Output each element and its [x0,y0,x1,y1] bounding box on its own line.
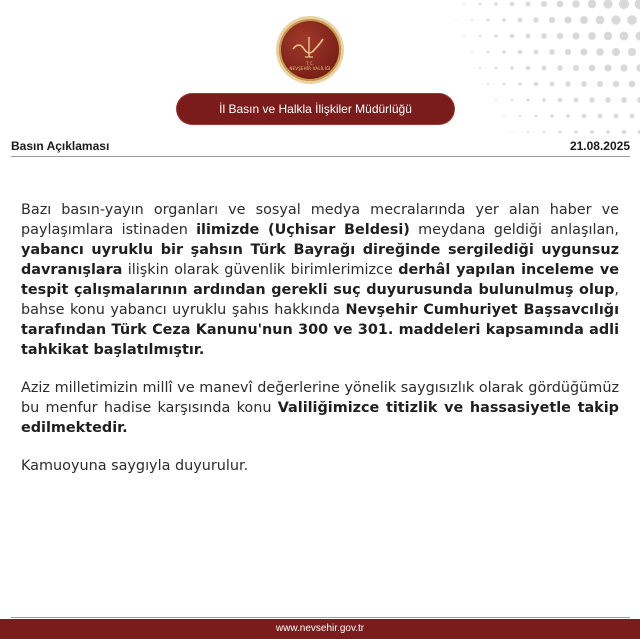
decorative-dot [494,34,497,37]
valilik-logo [279,19,341,81]
decorative-dot [535,115,538,118]
bold-text-run: ilimizde (Uçhisar Beldesi) [196,222,410,238]
decorative-dot [550,114,553,117]
decorative-dot [511,131,512,132]
text-run: Kamuoyuna saygıyla duyurulur. [21,458,249,474]
decorative-dot [629,81,636,88]
decorative-dot [534,50,539,55]
decorative-dot [574,130,577,133]
decorative-dot [619,0,629,9]
decorative-dot-pattern [440,0,640,140]
decorative-dot [526,34,531,39]
decorative-dot [471,51,473,53]
decorative-dot [611,15,620,24]
decorative-dot [565,81,570,86]
decorative-dot [487,51,490,54]
body-paragraph-3 [21,456,619,476]
decorative-dot [487,83,489,85]
decorative-dot [510,66,513,69]
decorative-dot [502,18,506,22]
decorative-dot [596,16,605,25]
decorative-dot [558,98,562,102]
decorative-dot [550,82,555,87]
decorative-dot [549,17,555,23]
decorative-dot [636,64,640,71]
department-title: İl Basın ve Halkla İlişkiler Müdürlüğü [177,94,454,124]
text-run: , bahse konu yabancı uyruklu şahıs hakkında [21,282,619,318]
decorative-dot [503,115,505,117]
decorative-dot [588,32,596,40]
decorative-dot [495,99,497,101]
logo-emblem-icon [279,19,341,81]
decorative-dot [557,33,563,39]
decorative-dot [559,131,562,134]
footer-bar [0,619,640,639]
decorative-dot [455,19,456,20]
decorative-dot [519,115,521,117]
decorative-dot [613,81,619,87]
decorative-dot [527,131,529,133]
decorative-dot [581,49,588,56]
decorative-dot [597,81,603,87]
decorative-dot [564,16,571,23]
document-date: 21.08.2025 [569,139,630,153]
decorative-dot [628,48,636,56]
bold-text-run: derhâl yapılan inceleme ve tespit çalışmalarının ardından gerekli suç duyurusunda bulunulmuş olup [21,262,619,298]
decorative-dot [589,97,594,102]
decorative-dot [518,50,522,54]
decorative-dot [603,0,612,9]
decorative-dot [487,19,490,22]
bold-text-run: Valiliğimizce titizlik ve hassasiyetle takip edilmektedir. [21,400,619,436]
decorative-dot [581,81,587,87]
decorative-dot [495,67,498,70]
decorative-dot [612,48,620,56]
header-divider [11,156,630,157]
decorative-dot [518,82,521,85]
decorative-dot [588,0,596,8]
logo-text-line2: NEVŞEHİR VALİLİĞİ [289,66,331,71]
decorative-dot [557,1,564,8]
decorative-dot [635,0,640,9]
decorative-dot [574,98,579,103]
decorative-dot [511,99,513,101]
bold-text-run: yabancı uyruklu bir şahsın Türk Bayrağı direğinde sergilediği uygunsuz davranışlara [21,242,619,278]
decorative-dot [566,114,570,118]
decorative-dot [543,131,545,133]
decorative-dot [630,114,635,119]
decorative-dot [479,67,481,69]
decorative-dot [502,50,505,53]
decorative-dot [627,15,637,25]
decorative-dot [580,16,588,24]
decorative-dot [557,65,562,70]
decorative-dot [549,49,555,55]
decorative-dot [494,2,497,5]
decorative-dot [542,66,547,71]
decorative-dot [503,83,506,86]
press-release-body [21,200,619,476]
decorative-dot [541,33,547,39]
decorative-dot [510,34,514,38]
decorative-dot [518,18,523,23]
decorative-dot [479,35,481,37]
decorative-dot [604,32,612,40]
bold-text-run: Nevşehir Cumhuriyet Başsavcılığı tarafından Türk Ceza Kanunu'nun 300 ve 301. maddeleri kapsamında adli tahkikat başlatılmıştır. [21,302,620,358]
decorative-dot [572,32,579,39]
decorative-dot [510,2,514,6]
decorative-dot [622,130,626,134]
body-paragraph-2 [21,378,619,438]
decorative-dot [463,3,465,5]
decorative-dot [526,66,530,70]
decorative-dot [596,48,604,56]
decorative-dot [471,19,473,21]
decorative-dot [573,65,579,71]
decorative-dot [582,114,586,118]
decorative-dot [635,31,640,40]
decorative-dot [534,82,538,86]
footer-divider [11,617,630,618]
decorative-dot [541,1,547,7]
footer-website-link[interactable]: www.nevsehir.gov.tr [275,623,365,634]
decorative-dot [621,97,627,103]
decorative-dot [604,64,611,71]
decorative-dot [620,32,629,41]
logo-text-line1: T.C. [305,61,315,66]
decorative-dot [463,35,465,37]
text-run: Aziz milletimizin millî ve manevî değerlerine yönelik saygısızlık olarak gördüğümüz bu menfur hadise karşısında konu [21,380,619,416]
decorative-dot [589,65,596,72]
decorative-dot [606,130,610,134]
text-run: ilişkin olarak güvenlik birimlerimizce [122,262,399,278]
decorative-dot [542,98,546,102]
decorative-dot [526,98,529,101]
document-type-label: Basın Açıklaması [11,139,110,153]
decorative-dot [620,64,627,71]
decorative-dot [525,1,530,6]
decorative-dot [572,0,580,8]
decorative-dot [590,130,594,134]
text-run: Bazı basın-yayın organları ve sosyal medya mecralarında yer alan haber ve paylaşımlara istinaden [21,202,619,238]
decorative-dot [598,114,603,119]
decorative-dot [614,114,619,119]
body-paragraph-1 [21,200,619,360]
decorative-dot [479,3,482,6]
decorative-dot [533,17,538,22]
text-run: meydana geldiği anlaşılan, [409,222,620,238]
decorative-dot [605,97,610,102]
decorative-dot [565,49,571,55]
